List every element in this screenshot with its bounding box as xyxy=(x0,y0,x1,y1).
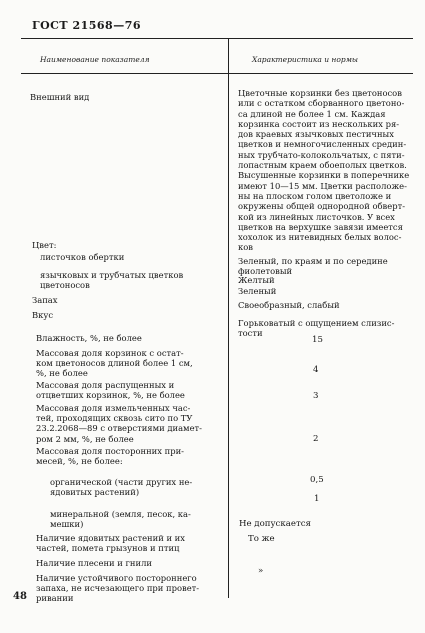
norm-crushed-parts: 2 xyxy=(313,434,319,444)
page-number: 48 xyxy=(13,591,27,602)
norm-appearance: Цветочные корзинки без цветоносов или с остатком сборванного цветоно- са длиной не более 1 см. Каждая корзинка состоит из нескольких ря- дов краевых язычковых пестичных цветков и немногочисленных средин- ных трубчато-колокольчатых, с пяти- лопастным краем обоеполых цветков. Высушенные корзинки в поперечнике имеют 10—15 мм. Цветки расположе- ны на плоском голом цветоложе и окружены общей однородной обверт- кой из линейных листочков. У всех цветков на верхушке завязи имеется хохолок из нитевидных белых волос- ков xyxy=(238,88,410,253)
indicator-foreign-smell: Наличие устойчивого постороннего запаха, не исчезающего при провет- ривании xyxy=(36,573,200,604)
indicator-moisture: Влажность, %, не более xyxy=(36,333,142,343)
indicator-impurities: Массовая доля посторонних при- месей, %, не более: xyxy=(36,446,184,467)
indicator-baskets-with-stem: Массовая доля корзинок с остат- ком цветоносов длиной более 1 см, %, не более xyxy=(36,348,193,379)
norm-mineral: 1 xyxy=(314,494,320,504)
norm-taste: Горьковатый с ощущением слизис- тости xyxy=(238,318,395,339)
table-header-rule xyxy=(21,73,413,74)
indicator-crushed-parts: Массовая доля измельченных час- тей, проходящих сквозь сито по ТУ 23.2.2068—89 с отверстиями диамет- ром 2 мм, %, не более xyxy=(36,403,202,444)
indicator-poisonous-plants: Наличие ядовитых растений и их частей, помета грызунов и птиц xyxy=(36,533,185,554)
indicator-taste: Вкус xyxy=(32,310,54,320)
indicator-color-florets: язычковых и трубчатых цветков цветоносов xyxy=(40,270,184,291)
norm-color-yellow: Желтый xyxy=(238,275,275,285)
indicator-impurities-organic: органической (части других не- ядовитых растений) xyxy=(50,477,193,498)
table-top-rule xyxy=(21,38,413,39)
norm-baskets-with-stem: 4 xyxy=(313,365,319,375)
standard-number: ГОСТ 21568—76 xyxy=(32,19,142,32)
table-column-divider xyxy=(228,38,229,598)
indicator-impurities-mineral: минеральной (земля, песок, ка- мешки) xyxy=(50,509,191,530)
column-header-norms: Характеристика и нормы xyxy=(252,55,359,64)
norm-color-green: Зеленый xyxy=(238,286,277,296)
norm-color-bracts: Зеленый, по краям и по середине фиолетовый xyxy=(238,256,388,277)
indicator-bloomed-baskets: Массовая доля распущенных и отцветших корзинок, %, не более xyxy=(36,380,185,401)
norm-organic: 0,5 xyxy=(310,475,324,485)
norm-bloomed-baskets: 3 xyxy=(313,391,319,401)
norm-poisonous-plants: Не допускается xyxy=(239,519,311,529)
indicator-color: Цвет: xyxy=(32,240,57,250)
norm-smell: Своеобразный, слабый xyxy=(238,300,340,310)
indicator-color-bracts: листочков обертки xyxy=(40,252,125,262)
indicator-mold: Наличие плесени и гнили xyxy=(36,558,152,568)
norm-mold: То же xyxy=(248,534,275,544)
norm-moisture: 15 xyxy=(312,335,323,345)
indicator-smell: Запах xyxy=(32,295,58,305)
norm-foreign-smell: » xyxy=(258,566,264,576)
indicator-appearance: Внешний вид xyxy=(30,92,90,102)
column-header-indicator: Наименование показателя xyxy=(40,55,150,64)
